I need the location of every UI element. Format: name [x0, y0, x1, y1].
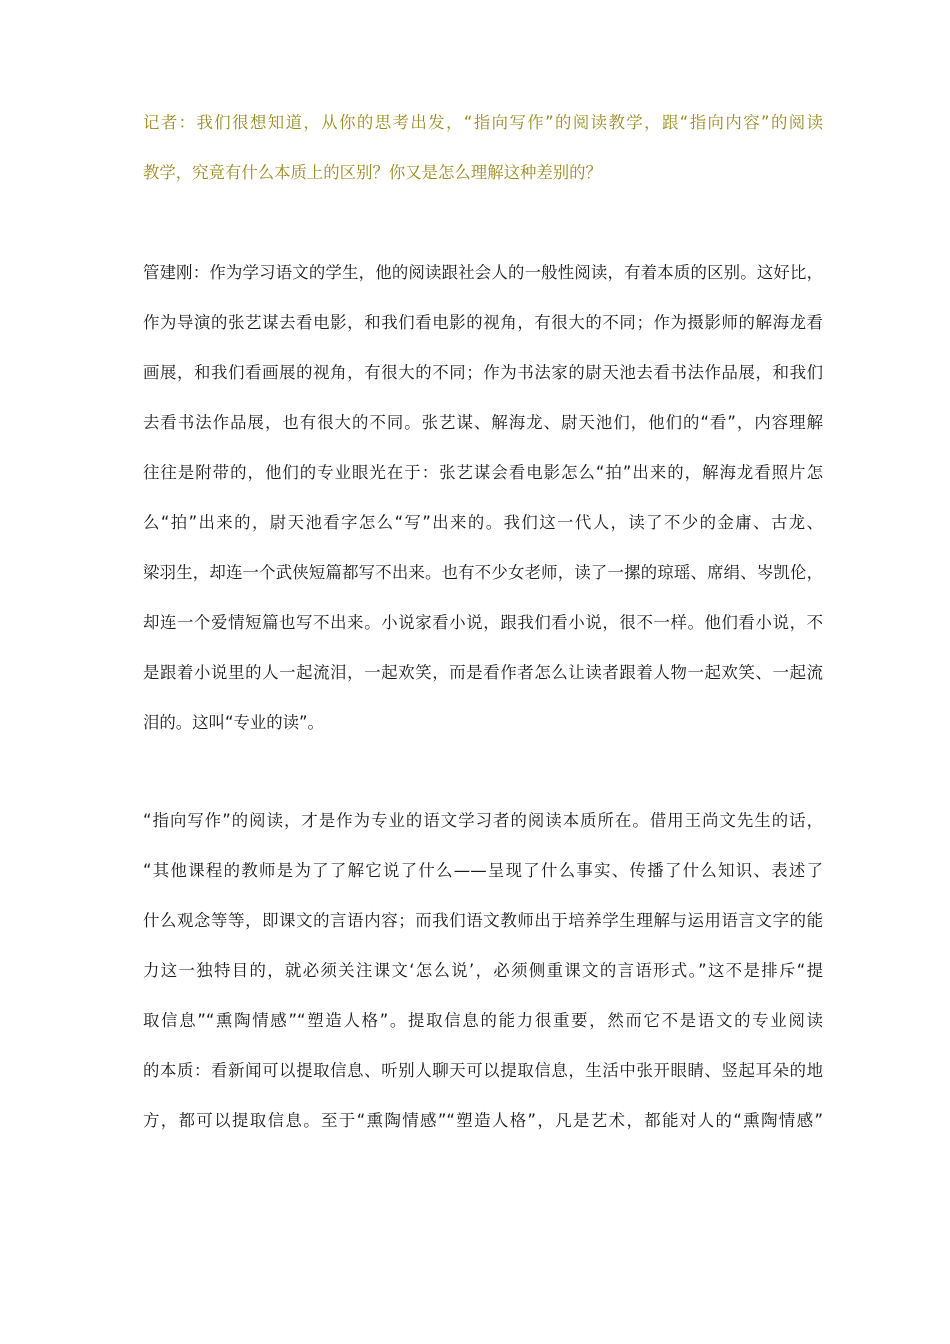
text-line: 管建刚：作为学习语文的学生，他的阅读跟社会人的一般性阅读，有着本质的区别。这好比，	[143, 263, 823, 282]
text-line: 却连一个爱情短篇也写不出来。小说家看小说，跟我们看小说，很不一样。他们看小说，不	[143, 613, 823, 632]
text-line: 往往是附带的，他们的专业眼光在于：张艺谋会看电影怎么“拍”出来的，解海龙看照片怎	[143, 463, 823, 482]
text-line: 记者：我们很想知道，从你的思考出发，“指向写作”的阅读教学，跟“指向内容”的阅读	[143, 113, 823, 132]
text-line: 泪的。这叫“专业的读”。	[143, 713, 324, 732]
text-line: 方，都可以提取信息。至于“熏陶情感”“塑造人格”，凡是艺术，都能对人的“熏陶情感”	[143, 1111, 823, 1130]
text-line: 作为导演的张艺谋去看电影，和我们看电影的视角，有很大的不同；作为摄影师的解海龙看	[143, 313, 823, 332]
text-line: 的本质：看新闻可以提取信息、听别人聊天可以提取信息，生活中张开眼睛、竖起耳朵的地	[143, 1061, 823, 1080]
text-line: “其他课程的教师是为了了解它说了什么——呈现了什么事实、传播了什么知识、表述了	[143, 861, 823, 880]
text-line: 取信息”“熏陶情感”“塑造人格”。提取信息的能力很重要，然而它不是语文的专业阅读	[143, 1011, 823, 1030]
text-line: 画展，和我们看画展的视角，有很大的不同；作为书法家的尉天池去看书法作品展，和我们	[143, 363, 823, 382]
reporter-question-paragraph	[143, 98, 823, 198]
text-line: 什么观念等等，即课文的言语内容；而我们语文教师出于培养学生理解与运用语言文字的能	[143, 911, 823, 930]
text-line: 是跟着小说里的人一起流泪，一起欢笑，而是看作者怎么让读者跟着人物一起欢笑、一起流	[143, 663, 823, 682]
text-line: 去看书法作品展，也有很大的不同。张艺谋、解海龙、尉天池们，他们的“看”，内容理解	[143, 413, 823, 432]
text-line: 教学，究竟有什么本质上的区别？你又是怎么理解这种差别的？	[143, 163, 602, 182]
text-line: 力这一独特目的，就必须关注课文‘怎么说’，必须侧重课文的言语形式。”这不是排斥“提	[143, 961, 823, 980]
text-line: “指向写作”的阅读，才是作为专业的语文学习者的阅读本质所在。借用王尚文先生的话，	[143, 811, 823, 830]
answer-paragraph-2	[143, 796, 823, 1146]
answer-paragraph-1	[143, 248, 823, 748]
text-line: 梁羽生，却连一个武侠短篇都写不出来。也有不少女老师，读了一摞的琼瑶、席绢、岑凯伦，	[143, 563, 823, 582]
text-line: 么“拍”出来的，尉天池看字怎么“写”出来的。我们这一代人，读了不少的金庸、古龙、	[143, 513, 823, 532]
